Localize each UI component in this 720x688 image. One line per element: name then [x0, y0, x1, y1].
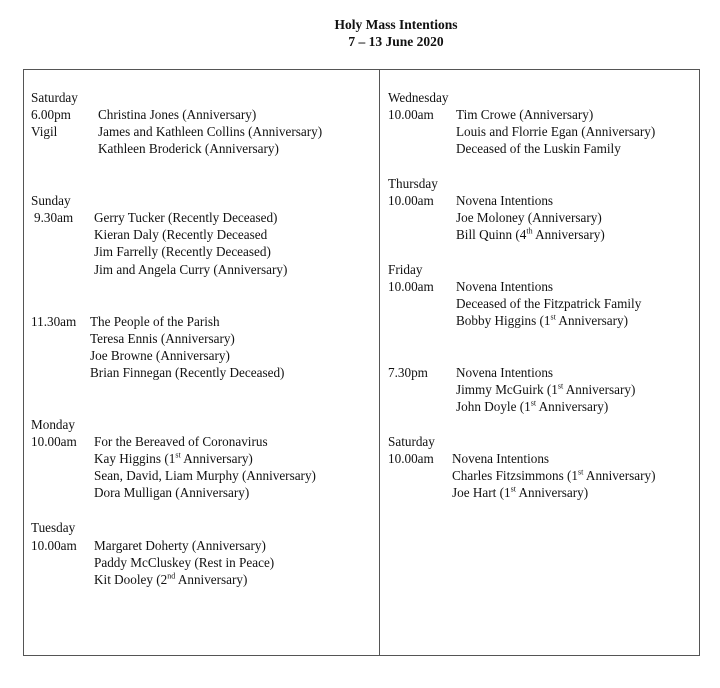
day-heading-tuesday: Tuesday [31, 520, 76, 535]
intention: John Doyle (1st Anniversary) [456, 398, 609, 414]
intention: Joe Hart (1st Anniversary) [452, 484, 589, 500]
intention: Teresa Ennis (Anniversary) [90, 331, 235, 346]
intention: Dora Mulligan (Anniversary) [94, 485, 250, 500]
mass-time: 10.00am [388, 451, 434, 466]
mass-time: 10.00am [388, 107, 434, 122]
intention: Jimmy McGuirk (1st Anniversary) [456, 381, 636, 397]
day-heading-thursday: Thursday [388, 176, 438, 191]
intention: Jim Farrelly (Recently Deceased) [94, 244, 271, 259]
intention: For the Bereaved of Coronavirus [94, 434, 268, 449]
mass-time: 9.30am [34, 210, 74, 225]
intention: Novena Intentions [456, 279, 554, 294]
day-heading-wednesday: Wednesday [388, 90, 449, 105]
intention: Kay Higgins (1st Anniversary) [94, 450, 253, 466]
intention: Paddy McCluskey (Rest in Peace) [94, 555, 275, 570]
mass-time: 11.30am [31, 314, 77, 329]
intention: Tim Crowe (Anniversary) [456, 107, 594, 122]
intention: Joe Browne (Anniversary) [90, 348, 230, 363]
page-title: Holy Mass Intentions [334, 17, 458, 32]
intention: Bobby Higgins (1st Anniversary) [456, 312, 629, 328]
intention: Gerry Tucker (Recently Deceased) [94, 210, 278, 225]
intention: Deceased of the Fitzpatrick Family [456, 296, 642, 311]
intention: The People of the Parish [90, 314, 220, 329]
intention: Kit Dooley (2nd Anniversary) [94, 571, 248, 587]
intention: Charles Fitzsimmons (1st Anniversary) [452, 467, 656, 483]
day-heading-saturday-2: Saturday [388, 434, 435, 449]
page-subtitle: 7 – 13 June 2020 [348, 34, 444, 49]
intention: Novena Intentions [456, 193, 554, 208]
mass-time: 10.00am [31, 538, 77, 553]
intention: James and Kathleen Collins (Anniversary) [98, 124, 323, 139]
intention: Kathleen Broderick (Anniversary) [98, 141, 279, 156]
intention: Novena Intentions [456, 365, 554, 380]
intention: Sean, David, Liam Murphy (Anniversary) [94, 468, 316, 483]
mass-time: 6.00pm [31, 107, 71, 122]
mass-time: 10.00am [388, 279, 434, 294]
mass-time: 10.00am [31, 434, 77, 449]
intention: Kieran Daly (Recently Deceased [94, 227, 268, 242]
day-heading-monday: Monday [31, 417, 75, 432]
intention: Joe Moloney (Anniversary) [456, 210, 602, 225]
day-heading-saturday: Saturday [31, 90, 78, 105]
day-heading-friday: Friday [388, 262, 423, 277]
intention: Louis and Florrie Egan (Anniversary) [456, 124, 656, 139]
intention: Novena Intentions [452, 451, 550, 466]
intention: Bill Quinn (4th Anniversary) [456, 226, 605, 242]
intention: Jim and Angela Curry (Anniversary) [94, 262, 288, 277]
mass-time: 7.30pm [388, 365, 428, 380]
intention: Deceased of the Luskin Family [456, 141, 621, 156]
day-heading-sunday: Sunday [31, 193, 71, 208]
intention: Christina Jones (Anniversary) [98, 107, 257, 122]
intention: Brian Finnegan (Recently Deceased) [90, 365, 285, 380]
column-divider [379, 69, 380, 656]
mass-label: Vigil [31, 124, 58, 139]
intention: Margaret Doherty (Anniversary) [94, 538, 266, 553]
mass-time: 10.00am [388, 193, 434, 208]
